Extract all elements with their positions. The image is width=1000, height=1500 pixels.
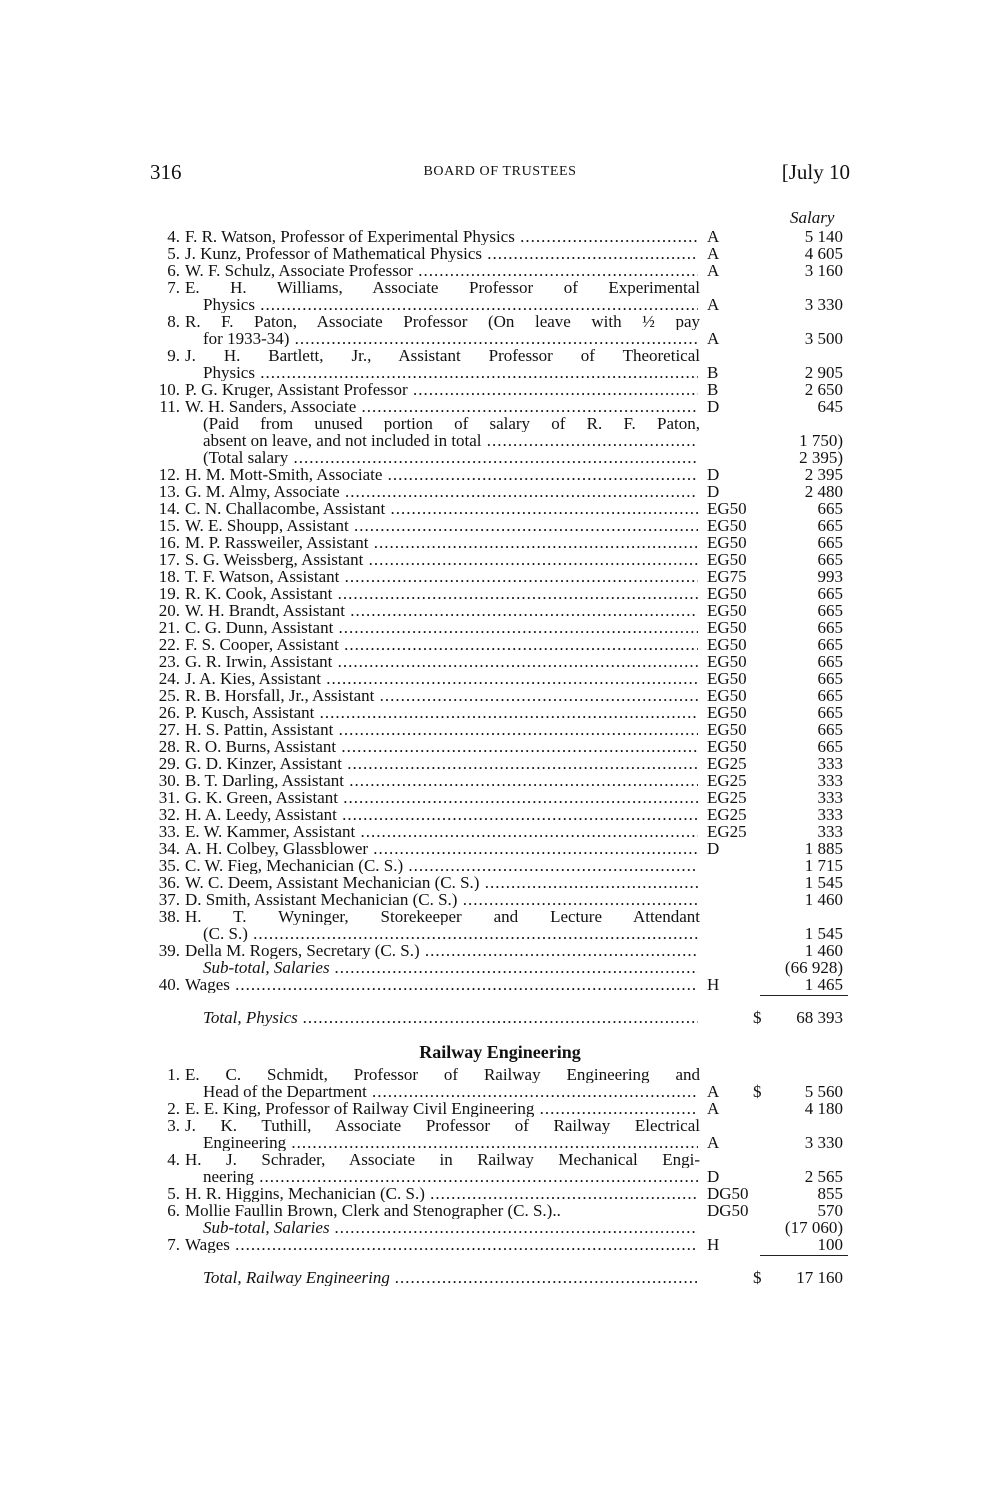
list-item [150,1066,850,1083]
entry-code: A [707,1082,720,1101]
list-item [150,347,850,364]
entry-text-continued: Engineering ..... [203,1134,698,1151]
entry-amount: 665 [817,686,843,705]
entry-amount: 3 500 [804,329,843,348]
dollar-sign: $ [753,1268,762,1287]
entry-text: R. K. Cook, Assistant ..... [185,585,698,602]
subtotal-label: Sub-total, Salaries ..... [203,1219,698,1236]
entry-amount: 665 [817,533,843,552]
list-item-continuation [150,330,850,347]
entry-amount: 3 330 [804,295,843,314]
entry-number: 33. [158,822,180,841]
list-item [150,1185,850,1202]
entry-code: EG50 [707,720,747,739]
entry-text: E. W. Kammer, Assistant ..... [185,823,698,840]
note-text: (Paid from unused portion of salary of R. F. Paton, [203,415,700,432]
entry-number: 39. [158,941,180,960]
entry-code: EG50 [707,550,747,569]
entry-text: R. F. Paton, Associate Professor (On leave with ½ pay [185,313,700,330]
list-item-continuation [150,1083,850,1100]
entry-text: C. N. Challacombe, Assistant ..... [185,500,698,517]
entry-amount: 1 885 [804,839,843,858]
subtotal-amount: (66 928) [784,958,843,977]
entry-text: G. R. Irwin, Assistant ..... [185,653,698,670]
entry-code: D [707,482,720,501]
entry-text-continued: Head of the Department ..... [203,1083,698,1100]
list-item [150,704,850,721]
entry-amount: 665 [817,703,843,722]
entry-text: R. O. Burns, Assistant ..... [185,738,698,755]
entry-text: Wages ..... [185,1236,698,1253]
entry-text: T. F. Watson, Assistant ..... [185,568,698,585]
entry-text: J. Kunz, Professor of Mathematical Physics ..... [185,245,698,262]
list-item [150,517,850,534]
list-item [150,755,850,772]
entry-text: D. Smith, Assistant Mechanician (C. S.) ..... [185,891,698,908]
list-item [150,245,850,262]
entry-number: 24. [158,669,180,688]
list-item [150,806,850,823]
entry-amount: 645 [817,397,843,416]
entry-amount: 665 [817,669,843,688]
entry-number: 28. [158,737,180,756]
entry-code: D [707,839,720,858]
total-rule [760,1255,848,1256]
entry-amount: 665 [817,601,843,620]
entry-number: 40. [158,975,180,994]
entry-code: EG50 [707,686,747,705]
entry-amount: 333 [817,822,843,841]
entry-amount: 665 [817,584,843,603]
list-item [150,483,850,500]
entry-number: 20. [158,601,180,620]
entry-number: 35. [158,856,180,875]
entry-text: W. C. Deem, Assistant Mechanician (C. S.) ..... [185,874,698,891]
entry-amount: 333 [817,788,843,807]
note-line [150,449,850,466]
entry-number: 22. [158,635,180,654]
entry-code: D [707,397,720,416]
total-amount: 17 160 [796,1268,843,1287]
entry-text: H. A. Leedy, Assistant ..... [185,806,698,823]
entry-number: 4. [167,1150,180,1169]
entry-text-continued: Physics ..... [203,296,698,313]
entry-text: J. K. Tuthill, Associate Professor of Railway Electrical [185,1117,700,1134]
entry-amount: 665 [817,737,843,756]
entry-code: D [707,1167,720,1186]
entry-number: 21. [158,618,180,637]
page-date: [July 10 [781,160,850,184]
entry-number: 11. [159,397,180,416]
list-item [150,262,850,279]
list-item [150,687,850,704]
list-item-continuation [150,1134,850,1151]
entry-code: A [707,295,720,314]
total-line [150,1009,850,1026]
entry-code: D [707,465,720,484]
section-title: Railway Engineering [419,1042,581,1062]
entry-amount: 2 650 [804,380,843,399]
entry-text: B. T. Darling, Assistant ..... [185,772,698,789]
entry-number: 5. [167,1184,180,1203]
entry-text: W. H. Brandt, Assistant ..... [185,602,698,619]
list-item [150,381,850,398]
entry-text: W. H. Sanders, Associate ..... [185,398,698,415]
list-item [150,602,850,619]
list-item [150,823,850,840]
list-item [150,500,850,517]
entry-text: F. R. Watson, Professor of Experimental Physics ..... [185,228,698,245]
entry-amount: 4 605 [804,244,843,263]
entry-amount: 1 715 [804,856,843,875]
entry-number: 2. [167,1099,180,1118]
entry-amount: 1 545 [804,924,843,943]
entry-text: S. G. Weissberg, Assistant ..... [185,551,698,568]
list-item [150,636,850,653]
entry-text: H. T. Wyninger, Storekeeper and Lecture Attendant [185,908,700,925]
list-item [150,619,850,636]
entry-code: A [707,1133,720,1152]
list-item [150,670,850,687]
entry-number: 23. [158,652,180,671]
note-amount: 2 395) [799,448,843,467]
entry-number: 13. [158,482,180,501]
subtotal-amount: (17 060) [784,1218,843,1237]
entry-amount: 2 395 [804,465,843,484]
entry-number: 8. [167,312,180,331]
entry-amount: 1 460 [804,941,843,960]
list-item [150,789,850,806]
list-item [150,585,850,602]
note-line [150,415,850,432]
salary-column-heading: Salary [790,208,835,227]
entry-code: EG25 [707,805,747,824]
entry-code: EG50 [707,516,747,535]
entry-text: Mollie Faullin Brown, Clerk and Stenographer (C. S.).. [185,1202,561,1219]
entry-amount: 570 [817,1201,843,1220]
list-item [150,551,850,568]
entry-text: H. R. Higgins, Mechanician (C. S.) ..... [185,1185,698,1202]
list-item [150,534,850,551]
entry-number: 6. [167,261,180,280]
subtotal-label: Sub-total, Salaries ..... [203,959,698,976]
entry-number: 16. [158,533,180,552]
list-item [150,772,850,789]
entry-number: 4. [167,227,180,246]
entry-number: 12. [158,465,180,484]
entry-text: Wages ..... [185,976,698,993]
entry-code: EG50 [707,703,747,722]
entry-text: J. A. Kies, Assistant ..... [185,670,698,687]
rule-line [150,1253,850,1259]
entry-amount: 4 180 [804,1099,843,1118]
entry-amount: 333 [817,771,843,790]
list-item [150,874,850,891]
total-label: Total, Physics ..... [203,1009,698,1026]
total-label: Total, Railway Engineering ..... [203,1269,698,1286]
entry-text: Della M. Rogers, Secretary (C. S.) ..... [185,942,698,959]
list-item [150,1151,850,1168]
list-item [150,840,850,857]
total-rule [760,995,848,996]
entry-number: 26. [158,703,180,722]
entry-code: H [707,1235,720,1254]
list-item [150,398,850,415]
entry-code: A [707,1099,720,1118]
list-item-continuation [150,364,850,381]
entry-number: 7. [167,1235,180,1254]
entry-code: EG50 [707,652,747,671]
entry-text: H. J. Schrader, Associate in Railway Mechanical Engi- [185,1151,700,1168]
page-header [150,160,850,186]
entry-code: DG50 [707,1201,749,1220]
list-item-continuation [150,1168,850,1185]
budget-list [150,228,850,1286]
entry-text: P. Kusch, Assistant ..... [185,704,698,721]
list-item [150,279,850,296]
entry-code: EG50 [707,737,747,756]
page-number: 316 [150,160,182,184]
entry-code: EG25 [707,771,747,790]
subtotal-line [150,959,850,976]
list-item [150,857,850,874]
total-line [150,1269,850,1286]
rule-line [150,993,850,999]
entry-code: EG50 [707,669,747,688]
entry-code: EG50 [707,601,747,620]
note-text: absent on leave, and not included in total ..... [203,432,698,449]
entry-text: W. E. Shoupp, Assistant ..... [185,517,698,534]
entry-amount: 1 460 [804,890,843,909]
list-item [150,1236,850,1253]
list-item-continuation [150,925,850,942]
entry-text: G. M. Almy, Associate ..... [185,483,698,500]
entry-code: EG50 [707,533,747,552]
entry-amount: 5 140 [804,227,843,246]
entry-text: H. S. Pattin, Assistant ..... [185,721,698,738]
entry-amount: 665 [817,550,843,569]
list-item [150,466,850,483]
entry-amount: 665 [817,618,843,637]
list-item [150,228,850,245]
entry-code: H [707,975,720,994]
entry-text: W. F. Schulz, Associate Professor ..... [185,262,698,279]
entry-amount: 333 [817,805,843,824]
note-text: (Total salary ..... [203,449,698,466]
entry-number: 1. [167,1065,180,1084]
entry-text: R. B. Horsfall, Jr., Assistant ..... [185,687,698,704]
entry-number: 36. [158,873,180,892]
entry-number: 32. [158,805,180,824]
entry-amount: 855 [817,1184,843,1203]
entry-code: B [707,380,719,399]
note-amount: 1 750) [799,431,843,450]
entry-number: 31. [158,788,180,807]
entry-number: 15. [158,516,180,535]
entry-amount: 993 [817,567,843,586]
entry-number: 3. [167,1116,180,1135]
entry-code: EG50 [707,499,747,518]
entry-number: 10. [158,380,180,399]
entry-number: 5. [167,244,180,263]
list-item [150,942,850,959]
entry-code: EG25 [707,822,747,841]
entry-amount: 2 480 [804,482,843,501]
running-head: BOARD OF TRUSTEES [423,164,577,179]
entry-amount: 665 [817,652,843,671]
list-item [150,721,850,738]
entry-code: B [707,363,719,382]
entry-amount: 2 565 [804,1167,843,1186]
entry-number: 14. [158,499,180,518]
entry-amount: 2 905 [804,363,843,382]
entry-text-continued: Physics ..... [203,364,698,381]
entry-number: 17. [158,550,180,569]
entry-code: EG50 [707,635,747,654]
entry-code: EG25 [707,788,747,807]
note-line [150,432,850,449]
entry-code: A [707,329,720,348]
entry-amount: 665 [817,499,843,518]
entry-number: 37. [158,890,180,909]
entry-text: E. C. Schmidt, Professor of Railway Engineering and [185,1066,700,1083]
entry-text: E. E. King, Professor of Railway Civil Engineering ..... [185,1100,698,1117]
entry-amount: 333 [817,754,843,773]
entry-code: EG50 [707,618,747,637]
list-item [150,908,850,925]
entry-number: 30. [158,771,180,790]
entry-number: 29. [158,754,180,773]
entry-text: J. H. Bartlett, Jr., Assistant Professor of Theoretical [185,347,700,364]
entry-number: 18. [158,567,180,586]
entry-text: P. G. Kruger, Assistant Professor ..... [185,381,698,398]
dollar-sign: $ [753,1008,762,1027]
entry-code: DG50 [707,1184,749,1203]
entry-text: G. D. Kinzer, Assistant ..... [185,755,698,772]
entry-amount: 3 330 [804,1133,843,1152]
entry-amount: 3 160 [804,261,843,280]
entry-number: 9. [167,346,180,365]
entry-number: 34. [158,839,180,858]
list-item [150,1117,850,1134]
entry-number: 38. [158,907,180,926]
entry-amount: 5 560 [804,1082,843,1101]
entry-amount: 665 [817,516,843,535]
entry-text: M. P. Rassweiler, Assistant ..... [185,534,698,551]
entry-code: A [707,261,720,280]
entry-code: A [707,227,720,246]
list-item [150,891,850,908]
list-item [150,568,850,585]
entry-number: 7. [167,278,180,297]
list-item [150,738,850,755]
entry-code: EG25 [707,754,747,773]
entry-amount: 665 [817,635,843,654]
entry-text: F. S. Cooper, Assistant ..... [185,636,698,653]
list-item [150,313,850,330]
entry-text-continued: for 1933-34) ..... [203,330,698,347]
entry-amount: 100 [817,1235,843,1254]
entry-text-continued: neering ..... [203,1168,698,1185]
entry-text: C. W. Fieg, Mechanician (C. S.) ..... [185,857,698,874]
entry-amount: 1 545 [804,873,843,892]
entry-text: H. M. Mott-Smith, Associate ..... [185,466,698,483]
entry-text: C. G. Dunn, Assistant ..... [185,619,698,636]
list-item [150,976,850,993]
dollar-sign: $ [753,1082,762,1101]
entry-text-continued: (C. S.) ..... [203,925,698,942]
entry-text: G. K. Green, Assistant ..... [185,789,698,806]
entry-text: A. H. Colbey, Glassblower ..... [185,840,698,857]
entry-amount: 1 465 [804,975,843,994]
entry-number: 6. [167,1201,180,1220]
entry-number: 27. [158,720,180,739]
entry-code: EG50 [707,584,747,603]
entry-code: EG75 [707,567,747,586]
entry-amount: 665 [817,720,843,739]
entry-text: E. H. Williams, Associate Professor of Experimental [185,279,700,296]
list-item [150,1202,850,1219]
entry-number: 25. [158,686,180,705]
entry-number: 19. [158,584,180,603]
entry-code: A [707,244,720,263]
list-item [150,653,850,670]
subtotal-line [150,1219,850,1236]
total-amount: 68 393 [796,1008,843,1027]
list-item [150,1100,850,1117]
list-item-continuation [150,296,850,313]
